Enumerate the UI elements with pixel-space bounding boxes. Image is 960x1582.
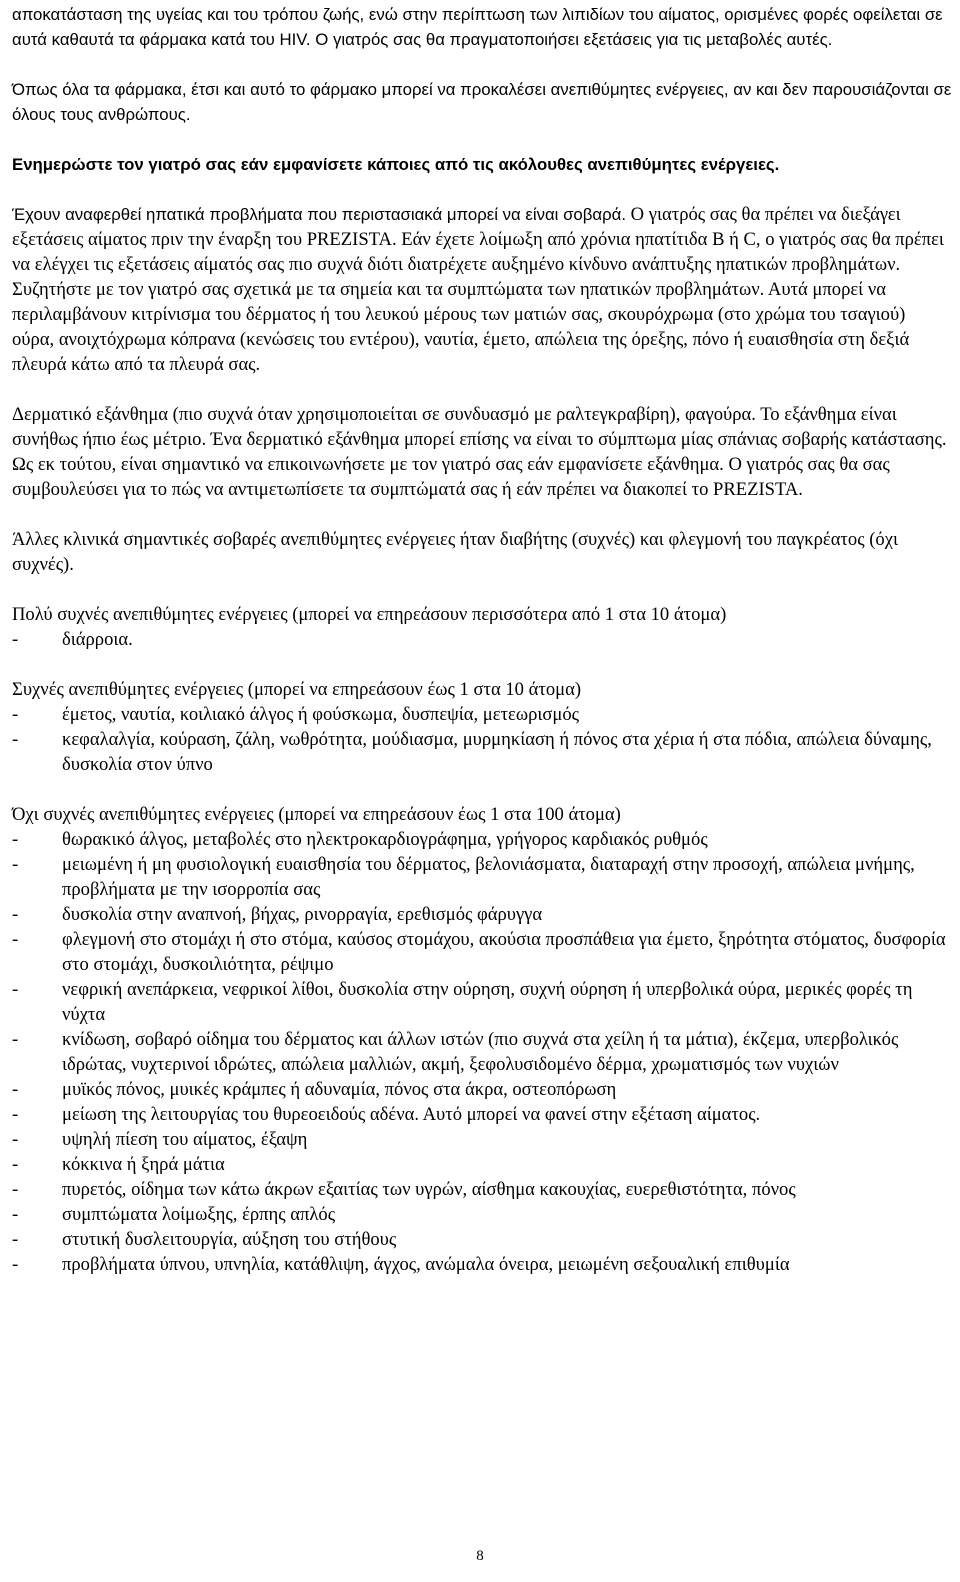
paragraph-skin-rash: Δερματικό εξάνθημα (πιο συχνά όταν χρησιμοποιείται σε συνδυασμό με ραλτεγκραβίρη), φαγούρα. Το εξάνθημα είναι συνήθως ήπιο έως μέτριο. Ένα δερματικό εξάνθημα μπορεί επίσης να είναι το σύμπτωμα μίας σπάνιας σοβαρής κατάστασης. Ως εκ τούτου, είναι σημαντικό να επικοινωνήσετε με τον γιατρό σας εάν εμφανίσετε εξάνθημα. Ο γιατρός σας θα σας συμβουλεύσει για το πώς να αντιμετωπίσετε τα συμπτώματά σας ή εάν πρέπει να διακοπεί το PREZISTA. — [12, 404, 947, 500]
heading-common: Συχνές ανεπιθύμητες ενέργειες (μπορεί να επηρεάσουν έως 1 στα 10 άτομα) — [12, 679, 582, 700]
paragraph-lipids: αποκατάσταση της υγείας και του τρόπου ζωής, ενώ στην περίπτωση των λιπιδίων του αίματος, ορισμένες φορές οφείλεται σε αυτά καθαυτά τα φάρμακα κατά του HIV. Ο γιατρός σας θα πραγματοποιήσει εξετάσεις για τις μεταβολές αυτές. — [12, 5, 943, 49]
dash-bullet: - — [12, 1154, 19, 1175]
page-number: 8 — [476, 1548, 484, 1564]
list-item — [12, 1177, 952, 1202]
list-item — [12, 827, 952, 852]
section-common — [12, 677, 952, 777]
list-very-common — [12, 627, 952, 652]
list-item-text: δυσκολία στην αναπνοή, βήχας, ρινορραγία, ερεθισμός φάρυγγα — [62, 904, 543, 925]
list-common — [12, 702, 952, 777]
list-item-text: υψηλή πίεση του αίματος, έξαψη — [62, 1129, 308, 1150]
dash-bullet: - — [12, 929, 19, 950]
list-item-text: πυρετός, οίδημα των κάτω άκρων εξαιτίας των υγρών, αίσθημα κακουχίας, ευερεθιστότητα, πόνος — [62, 1179, 796, 1200]
paragraph-inform-doctor: Ενημερώστε τον γιατρό σας εάν εμφανίσετε κάποιες από τις ακόλουθες ανεπιθύμητες ενέργειες. — [12, 155, 780, 174]
dash-bullet: - — [12, 629, 19, 650]
list-item — [12, 977, 952, 1027]
dash-bullet: - — [12, 854, 19, 875]
list-item-text: νεφρική ανεπάρκεια, νεφρικοί λίθοι, δυσκολία στην ούρηση, συχνή ούρηση ή υπερβολικά ούρα, μερικές φορές τη νύχτα — [62, 979, 913, 1025]
dash-bullet: - — [12, 979, 19, 1000]
section-uncommon — [12, 802, 952, 1277]
list-item — [12, 1077, 952, 1102]
dash-bullet: - — [12, 1204, 19, 1225]
page-content — [12, 2, 952, 1277]
paragraph-other-serious: Άλλες κλινικά σημαντικές σοβαρές ανεπιθύμητες ενέργειες ήταν διαβήτης (συχνές) και φλεγμονή του παγκρέατος (όχι συχνές). — [12, 529, 898, 575]
dash-bullet: - — [12, 1179, 19, 1200]
list-item-text: κνίδωση, σοβαρό οίδημα του δέρματος και άλλων ιστών (πιο συχνά στα χείλη ή τα μάτια), έκζεμα, υπερβολικός ιδρώτας, νυχτερινοί ιδρώτες, απώλεια μαλλιών, ακμή, ξεφολυσιδομένο δέρμα, χρωματισμός των νυχιών — [62, 1029, 899, 1075]
list-item — [12, 852, 952, 902]
list-item — [12, 1152, 952, 1177]
list-item-text: κεφαλαλγία, κούραση, ζάλη, νωθρότητα, μούδιασμα, μυρμηκίαση ή πόνος στα χέρια ή στα πόδια, απώλεια δύναμης, δυσκολία στον ύπνο — [62, 729, 932, 775]
dash-bullet: - — [12, 1029, 19, 1050]
dash-bullet: - — [12, 704, 19, 725]
list-item-text: φλεγμονή στο στομάχι ή στο στόμα, καύσος στομάχου, ακούσια προσπάθεια για έμετο, ξηρότητα στόματος, δυσφορία στο στομάχι, δυσκοιλιότητα, ρέψιμο — [62, 929, 946, 975]
list-item — [12, 702, 952, 727]
dash-bullet: - — [12, 1129, 19, 1150]
dash-bullet: - — [12, 729, 19, 750]
liver-problems-body: Ο γιατρός σας θα πρέπει να διεξάγει εξετάσεις αίματος πριν την έναρξη του PREZISTA. Εάν έχετε λοίμωξη από χρόνια ηπατίτιδα Β ή C, ο γιατρός σας θα πρέπει να ελέγχει τις εξετάσεις αίματός σας πιο συχνά διότι διατρέχετε αυξημένο κίνδυνο ανάπτυξης ηπατικών προβλημάτων. Συζητήστε με τον γιατρό σας σχετικά με τα σημεία και τα συμπτώματα των ηπατικών προβλημάτων. Αυτά μπορεί να περιλαμβάνουν κιτρίνισμα του δέρματος ή του λευκού μέρους των ματιών σας, σκουρόχρωμα (στο χρώμα του τσαγιού) ούρα, ανοιχτόχρωμα κόπρανα (κενώσεις του εντέρου), ναυτία, έμετο, απώλεια της όρεξης, πόνο ή ευαισθησία στη δεξιά πλευρά κάτω από τα πλευρά σας. — [12, 204, 944, 375]
list-item — [12, 1102, 952, 1127]
liver-problems-lead: Έχουν αναφερθεί ηπατικά προβλήματα που περιστασιακά μπορεί να είναι σοβαρά. — [12, 205, 627, 224]
list-item-text: μυϊκός πόνος, μυικές κράμπες ή αδυναμία, πόνος στα άκρα, οστεοπόρωση — [62, 1079, 617, 1100]
dash-bullet: - — [12, 1229, 19, 1250]
list-item-text: στυτική δυσλειτουργία, αύξηση του στήθους — [62, 1229, 397, 1250]
list-item — [12, 627, 952, 652]
list-uncommon — [12, 827, 952, 1277]
list-item-text: θωρακικό άλγος, μεταβολές στο ηλεκτροκαρδιογράφημα, γρήγορος καρδιακός ρυθμός — [62, 829, 708, 850]
dash-bullet: - — [12, 1079, 19, 1100]
list-item — [12, 1127, 952, 1152]
list-item — [12, 927, 952, 977]
dash-bullet: - — [12, 904, 19, 925]
section-very-common — [12, 602, 952, 652]
list-item — [12, 727, 952, 777]
paragraph-side-effects-intro: Όπως όλα τα φάρμακα, έτσι και αυτό το φάρμακο μπορεί να προκαλέσει ανεπιθύμητες ενέργειες, αν και δεν παρουσιάζονται σε όλους τους ανθρώπους. — [12, 80, 952, 124]
list-item — [12, 1202, 952, 1227]
list-item-text: μείωση της λειτουργίας του θυρεοειδούς αδένα. Αυτό μπορεί να φανεί στην εξέταση αίματος. — [62, 1104, 761, 1125]
list-item — [12, 902, 952, 927]
list-item-text: κόκκινα ή ξηρά μάτια — [62, 1154, 225, 1175]
list-item-text: μειωμένη ή μη φυσιολογική ευαισθησία του δέρματος, βελονιάσματα, διαταραχή στην προσοχή, απώλεια μνήμης, προβλήματα με την ισορροπία σας — [62, 854, 915, 900]
paragraph-liver-problems — [12, 202, 952, 377]
list-item — [12, 1252, 952, 1277]
dash-bullet: - — [12, 829, 19, 850]
list-item-text: διάρροια. — [62, 629, 133, 650]
dash-bullet: - — [12, 1104, 19, 1125]
list-item-text: έμετος, ναυτία, κοιλιακό άλγος ή φούσκωμα, δυσπεψία, μετεωρισμός — [62, 704, 580, 725]
list-item-text: προβλήματα ύπνου, υπνηλία, κατάθλιψη, άγχος, ανώμαλα όνειρα, μειωμένη σεξουαλική επιθυμία — [62, 1254, 790, 1275]
dash-bullet: - — [12, 1254, 19, 1275]
list-item — [12, 1027, 952, 1077]
heading-uncommon: Όχι συχνές ανεπιθύμητες ενέργειες (μπορεί να επηρεάσουν έως 1 στα 100 άτομα) — [12, 804, 621, 825]
list-item — [12, 1227, 952, 1252]
list-item-text: συμπτώματα λοίμωξης, έρπης απλός — [62, 1204, 336, 1225]
heading-very-common: Πολύ συχνές ανεπιθύμητες ενέργειες (μπορεί να επηρεάσουν περισσότερα από 1 στα 10 άτομα) — [12, 604, 727, 625]
